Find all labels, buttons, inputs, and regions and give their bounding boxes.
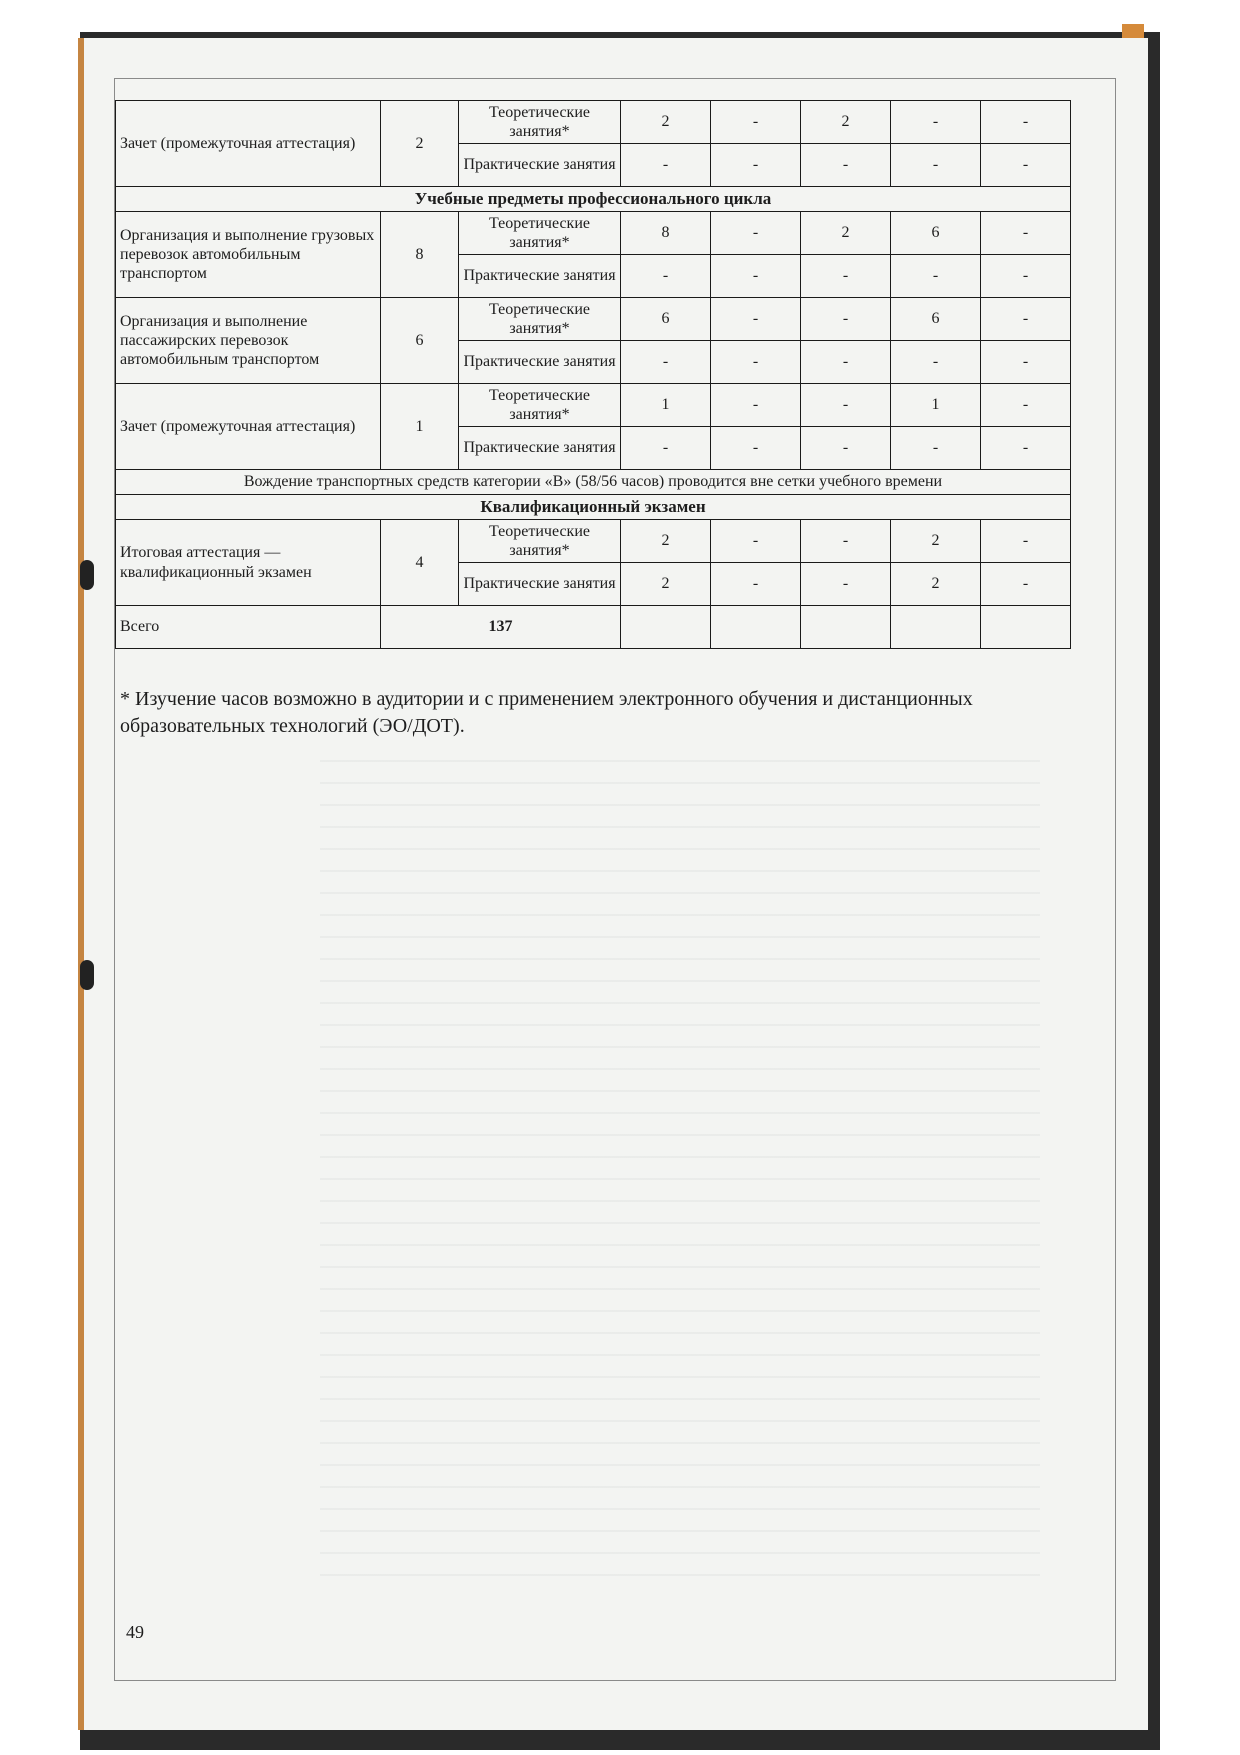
row-hours: 8	[381, 212, 459, 298]
value-cell: 2	[621, 101, 711, 144]
value-cell: -	[711, 341, 801, 384]
row-name: Организация и выполнение пассажирских перевозок автомобильным транспортом	[116, 298, 381, 384]
value-cell: -	[891, 255, 981, 298]
row-name: Организация и выполнение грузовых перевозок автомобильным транспортом	[116, 212, 381, 298]
type-practice: Практические занятия	[459, 341, 621, 384]
value-cell: -	[891, 427, 981, 470]
empty-cell	[621, 606, 711, 649]
section-row	[116, 495, 1071, 520]
value-cell: 2	[801, 212, 891, 255]
row-hours: 2	[381, 101, 459, 187]
type-theory: Теоретические занятия*	[459, 384, 621, 427]
value-cell: -	[801, 520, 891, 563]
table-row	[116, 212, 1071, 255]
value-cell: -	[711, 255, 801, 298]
type-theory: Теоретические занятия*	[459, 298, 621, 341]
value-cell: -	[981, 144, 1071, 187]
empty-cell	[801, 606, 891, 649]
value-cell: -	[711, 520, 801, 563]
table-row	[116, 101, 1071, 144]
value-cell: 2	[891, 520, 981, 563]
value-cell: -	[711, 427, 801, 470]
value-cell: 6	[621, 298, 711, 341]
table-row	[116, 384, 1071, 427]
curriculum-table	[115, 100, 1071, 649]
value-cell: 8	[621, 212, 711, 255]
empty-cell	[891, 606, 981, 649]
value-cell: -	[711, 298, 801, 341]
type-theory: Теоретические занятия*	[459, 101, 621, 144]
row-name: Зачет (промежуточная аттестация)	[116, 101, 381, 187]
total-value: 137	[381, 606, 621, 649]
table-row	[116, 298, 1071, 341]
value-cell: -	[711, 144, 801, 187]
driving-note: Вождение транспортных средств категории «В» (58/56 часов) проводится вне сетки учебного времени	[116, 470, 1071, 495]
value-cell: -	[891, 101, 981, 144]
value-cell: -	[891, 144, 981, 187]
value-cell: -	[801, 563, 891, 606]
section-title: Квалификационный экзамен	[116, 495, 1071, 520]
type-theory: Теоретические занятия*	[459, 212, 621, 255]
page-number: 49	[126, 1622, 144, 1642]
value-cell: -	[711, 384, 801, 427]
value-cell: -	[981, 384, 1071, 427]
value-cell: -	[981, 563, 1071, 606]
binder-hole	[80, 560, 94, 590]
value-cell: 2	[801, 101, 891, 144]
total-row	[116, 606, 1071, 649]
type-practice: Практические занятия	[459, 563, 621, 606]
value-cell: -	[711, 563, 801, 606]
total-label: Всего	[116, 606, 381, 649]
value-cell: -	[981, 427, 1071, 470]
value-cell: -	[981, 212, 1071, 255]
row-hours: 1	[381, 384, 459, 470]
value-cell: -	[621, 427, 711, 470]
binder-hole	[80, 960, 94, 990]
row-hours: 6	[381, 298, 459, 384]
empty-cell	[711, 606, 801, 649]
row-name: Зачет (промежуточная аттестация)	[116, 384, 381, 470]
value-cell: -	[621, 144, 711, 187]
type-practice: Практические занятия	[459, 144, 621, 187]
value-cell: -	[801, 341, 891, 384]
value-cell: -	[891, 341, 981, 384]
value-cell: 2	[891, 563, 981, 606]
type-practice: Практические занятия	[459, 427, 621, 470]
value-cell: -	[621, 341, 711, 384]
value-cell: 6	[891, 212, 981, 255]
section-row	[116, 187, 1071, 212]
value-cell: -	[711, 101, 801, 144]
value-cell: -	[981, 255, 1071, 298]
value-cell: -	[621, 255, 711, 298]
value-cell: -	[801, 427, 891, 470]
value-cell: -	[981, 298, 1071, 341]
value-cell: -	[801, 255, 891, 298]
bleed-through	[320, 760, 1040, 1580]
value-cell: 1	[621, 384, 711, 427]
value-cell: -	[981, 101, 1071, 144]
value-cell: 6	[891, 298, 981, 341]
value-cell: 2	[621, 563, 711, 606]
footnote: * Изучение часов возможно в аудитории и с применением электронного обучения и дистанционных образовательных технологий (ЭО/ДОТ).	[120, 688, 973, 737]
row-hours: 4	[381, 520, 459, 606]
section-title: Учебные предметы профессионального цикла	[116, 187, 1071, 212]
type-theory: Теоретические занятия*	[459, 520, 621, 563]
type-practice: Практические занятия	[459, 255, 621, 298]
table-row	[116, 520, 1071, 563]
value-cell: -	[981, 520, 1071, 563]
value-cell: 2	[621, 520, 711, 563]
value-cell: -	[801, 298, 891, 341]
value-cell: -	[801, 144, 891, 187]
value-cell: 1	[891, 384, 981, 427]
row-name: Итоговая аттестация — квалификационный экзамен	[116, 520, 381, 606]
value-cell: -	[711, 212, 801, 255]
value-cell: -	[981, 341, 1071, 384]
note-row	[116, 470, 1071, 495]
value-cell: -	[801, 384, 891, 427]
empty-cell	[981, 606, 1071, 649]
